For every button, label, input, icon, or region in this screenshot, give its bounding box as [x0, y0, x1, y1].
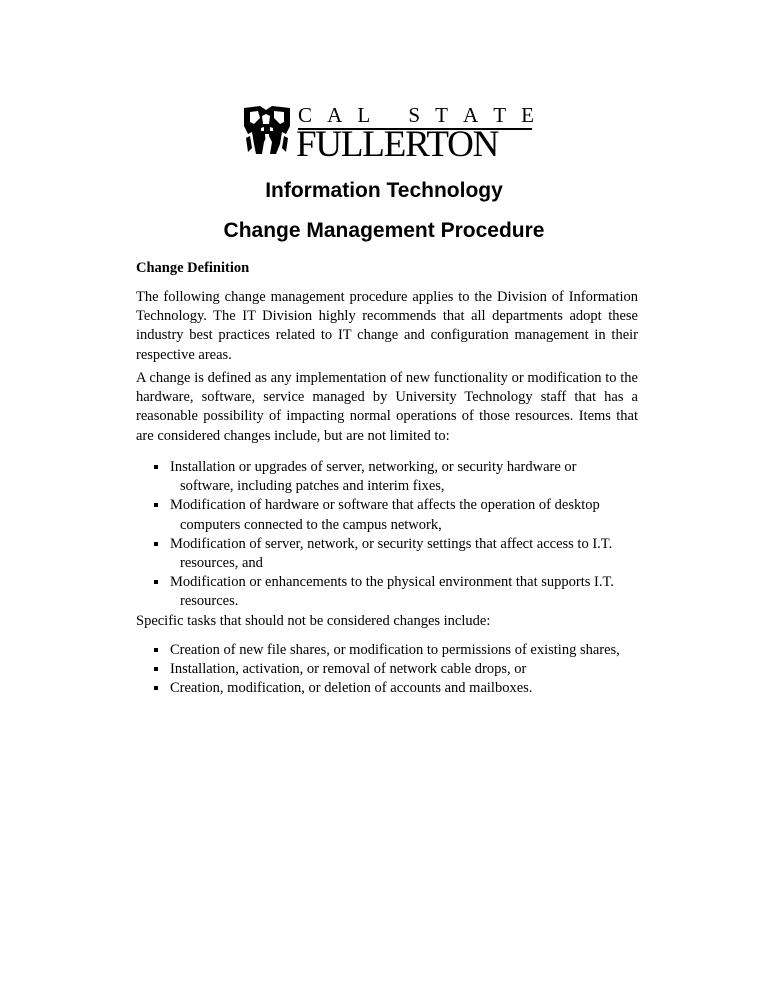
logo-cal-state-text — [298, 104, 534, 126]
list-item-line1: Modification of server, network, or security settings that affect access to I.T. — [170, 535, 613, 552]
list-item — [154, 535, 638, 573]
list-item-line2: software, including patches and interim fixes, — [180, 478, 445, 495]
list-item-text: Installation, activation, or removal of network cable drops, or — [170, 661, 527, 678]
bullet-icon — [154, 648, 158, 652]
bullet-icon — [154, 667, 158, 671]
logo-letter: C — [298, 103, 313, 127]
list-item — [154, 679, 638, 698]
logo-letter: E — [521, 103, 534, 127]
logo-letter-gap — [385, 104, 393, 126]
logo-letter: A — [327, 103, 343, 127]
bullet-icon — [154, 465, 158, 469]
logo-letter: T — [435, 103, 448, 127]
logo-letter: S — [408, 103, 421, 127]
list-item-line1: Modification or enhancements to the physical environment that supports I.T. — [170, 574, 614, 591]
list-item — [154, 641, 638, 660]
document-subtitle: Change Management Procedure — [223, 219, 545, 242]
list-item-line2: computers connected to the campus network, — [180, 516, 442, 533]
list-item-text: Creation, modification, or deletion of accounts and mailboxes. — [170, 680, 533, 697]
bullet-icon — [154, 686, 158, 690]
list-item-line2: resources, and — [180, 555, 263, 572]
section-heading: Change Definition — [136, 260, 250, 276]
non-changes-list — [154, 641, 638, 699]
bullet-icon — [154, 542, 158, 546]
logo-letter: A — [463, 103, 479, 127]
list-item-line2: resources. — [180, 593, 239, 610]
intro-paragraph: The following change management procedure applies to the Division of Information Technology. The IT Division highly recommends that all departments adopt these industry best practices related to IT change and configuration management in their respective areas. — [136, 289, 638, 363]
list-item — [154, 458, 638, 496]
changes-list — [154, 458, 638, 612]
logo-letter: T — [493, 103, 507, 127]
list-item — [154, 660, 638, 679]
list-item-line1: Modification of hardware or software that affects the operation of desktop — [170, 497, 600, 514]
list-item-text: Creation of new file shares, or modification to permissions of existing shares, — [170, 642, 620, 658]
list-item-line1: Installation or upgrades of server, networking, or security hardware or — [170, 459, 577, 475]
logo-letter: L — [357, 103, 371, 127]
document-title: Information Technology — [265, 179, 503, 202]
non-changes-paragraph: Specific tasks that should not be considered changes include: — [136, 613, 491, 629]
logo-fullerton-text: FULLERTON — [296, 124, 499, 165]
elephant-icon — [242, 104, 292, 156]
list-item — [154, 573, 638, 611]
list-item — [154, 496, 638, 534]
bullet-icon — [154, 503, 158, 507]
cal-state-fullerton-logo — [242, 103, 534, 165]
bullet-icon — [154, 580, 158, 584]
definition-paragraph: A change is defined as any implementation of new functionality or modification to the hardware, software, service managed by University Technology staff that has a reasonable possibility of impacting normal operations of those resources. Items that are considered changes include, but are not limited to: — [136, 370, 638, 444]
